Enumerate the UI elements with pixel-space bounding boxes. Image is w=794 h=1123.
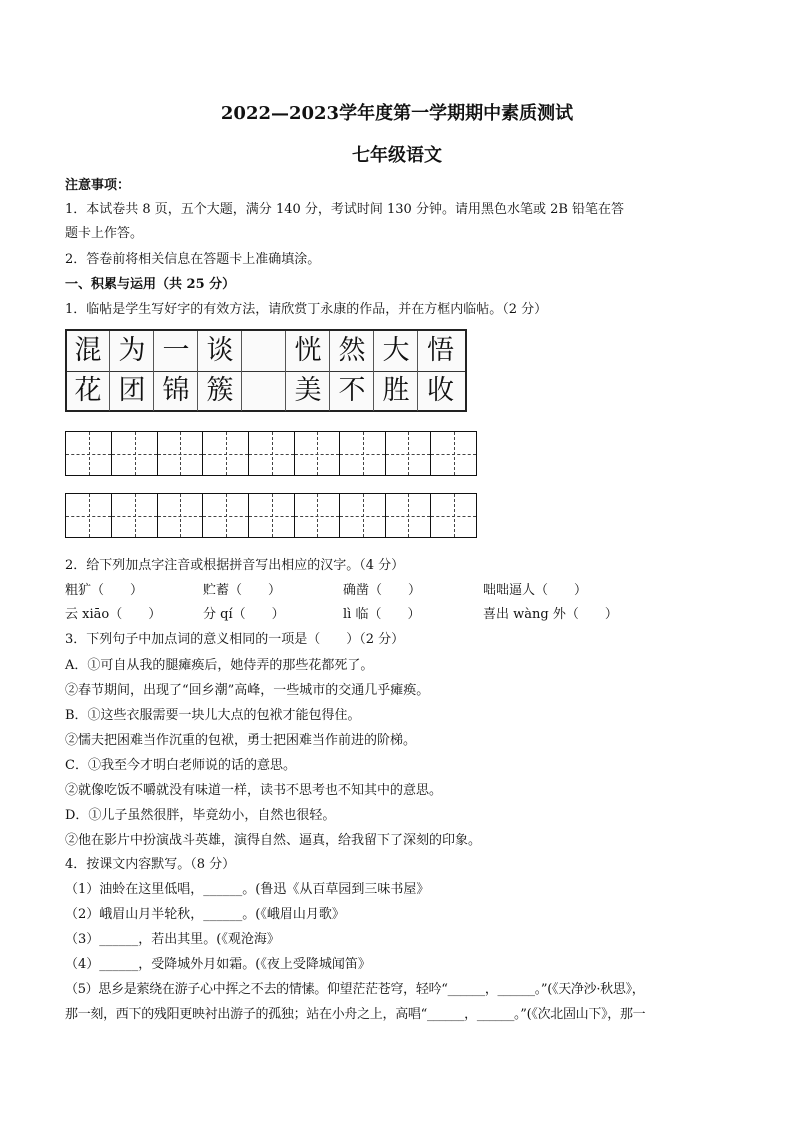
recite-line: （1）油蛉在这里低唱，______。(鲁迅《从百草园到三味书屋》: [65, 882, 430, 897]
practice-cell[interactable]: [431, 432, 476, 475]
pinyin-item: 确凿（ ）: [343, 583, 422, 598]
practice-cell[interactable]: [431, 494, 476, 537]
practice-cell[interactable]: [295, 432, 340, 475]
sample-row-1: [67, 331, 465, 372]
notice-item-1-cont: 题卡上作答。: [65, 226, 144, 241]
sample-char: 谈: [199, 331, 242, 371]
sample-char: 花: [67, 371, 110, 411]
practice-grid-2[interactable]: [65, 493, 477, 538]
section-heading: 一、积累与运用（共 25 分）: [65, 277, 236, 292]
exam-subtitle: 七年级语文: [352, 145, 442, 166]
sample-char: [243, 371, 286, 411]
question-3: 3．下列句子中加点词的意义相同的一项是（ ）（2 分）: [65, 632, 405, 647]
practice-cell[interactable]: [386, 432, 431, 475]
sample-char: 团: [111, 371, 154, 411]
sample-char: [243, 331, 286, 371]
practice-cell[interactable]: [249, 494, 295, 537]
sample-char: 锦: [155, 371, 198, 411]
practice-cell[interactable]: [203, 432, 249, 475]
practice-grid-1[interactable]: [65, 431, 477, 476]
practice-cell[interactable]: [386, 494, 431, 537]
sample-char: 收: [427, 375, 454, 406]
pinyin-item: lì 临（ ）: [343, 607, 421, 622]
practice-cell[interactable]: [340, 494, 386, 537]
question-4: 4．按课文内容默写。（8 分）: [65, 857, 236, 872]
recite-line: 那一刻，西下的残阳更映衬出游子的孤独；站在小舟之上，高唱“______，______。”(《次北固山下》，那一: [65, 1007, 646, 1022]
pinyin-item: 贮蓄（ ）: [203, 583, 282, 598]
notice-heading: 注意事项：: [65, 178, 131, 193]
notice-item-1: 1．本试卷共 8 页，五个大题，满分 140 分，考试时间 130 分钟。请用黑色水笔或 2B 铅笔在答: [65, 202, 625, 217]
sample-char: 为: [111, 331, 154, 371]
option-line: A．①可自从我的腿瘫痪后，她侍弄的那些花都死了。: [65, 658, 374, 673]
sample-char: 不: [331, 371, 374, 411]
option-line: D．①儿子虽然很胖，毕竟幼小，自然也很轻。: [65, 808, 336, 823]
practice-cell[interactable]: [112, 494, 158, 537]
sample-char: 混: [67, 331, 110, 371]
exam-title: 2022—2023学年度第一学期期中素质测试: [220, 103, 574, 124]
sample-char: 恍: [287, 331, 330, 371]
practice-cell[interactable]: [158, 494, 203, 537]
sample-row-2: [67, 371, 465, 411]
recite-line: （2）峨眉山月半轮秋，______。(《峨眉山月歌》: [65, 907, 345, 922]
sample-char: 悟: [427, 335, 454, 366]
sample-char: 然: [331, 331, 374, 371]
option-line: ②就像吃饭不嚼就没有味道一样，读书不思考也不知其中的意思。: [65, 783, 443, 798]
option-line: ②春节期间，出现了“回乡潮”高峰，一些城市的交通几乎瘫痪。: [65, 683, 430, 698]
option-line: ②懦夫把困难当作沉重的包袱，勇士把困难当作前进的阶梯。: [65, 733, 417, 748]
pinyin-item: 分 qí（ ）: [203, 607, 285, 622]
calligraphy-sample: [65, 329, 467, 412]
sample-char: 簇: [199, 371, 242, 411]
practice-cell[interactable]: [158, 432, 203, 475]
practice-cell[interactable]: [112, 432, 158, 475]
pinyin-item: 咄咄逼人（ ）: [483, 583, 588, 598]
pinyin-item: 粗犷（ ）: [65, 583, 144, 598]
practice-cell[interactable]: [66, 432, 112, 475]
recite-line: （3）______，若出其里。(《观沧海》: [65, 932, 280, 947]
recite-line: （5）思乡是萦绕在游子心中挥之不去的情愫。仰望茫茫苍穹，轻吟“______，______。”(《天净沙·秋思》，: [65, 982, 645, 997]
practice-cell[interactable]: [66, 494, 112, 537]
question-2: 2．给下列加点字注音或根据拼音写出相应的汉字。（4 分）: [65, 558, 405, 573]
notice-item-2: 2．答卷前将相关信息在答题卡上准确填涂。: [65, 252, 321, 267]
question-1: 1．临帖是学生写好字的有效方法，请欣赏丁永康的作品，并在方框内临帖。（2 分）: [65, 302, 548, 317]
option-line: ②他在影片中扮演战斗英雄，演得自然、逼真，给我留下了深刻的印象。: [65, 833, 482, 848]
practice-cell[interactable]: [249, 432, 295, 475]
recite-line: （4）______，受降城外月如霜。(《夜上受降城闻笛》: [65, 957, 371, 972]
sample-char: 大: [375, 331, 418, 371]
pinyin-item: 喜出 wàng 外（ ）: [483, 607, 618, 622]
practice-cell[interactable]: [295, 494, 340, 537]
option-line: B．①这些衣服需要一块儿大点的包袱才能包得住。: [65, 708, 361, 723]
sample-char: 美: [287, 371, 330, 411]
sample-char: 胜: [375, 371, 418, 411]
practice-cell[interactable]: [340, 432, 386, 475]
pinyin-item: 云 xiāo（ ）: [65, 607, 162, 622]
option-line: C．①我至今才明白老师说的话的意思。: [65, 758, 296, 773]
practice-cell[interactable]: [203, 494, 249, 537]
sample-char: 一: [155, 331, 198, 371]
